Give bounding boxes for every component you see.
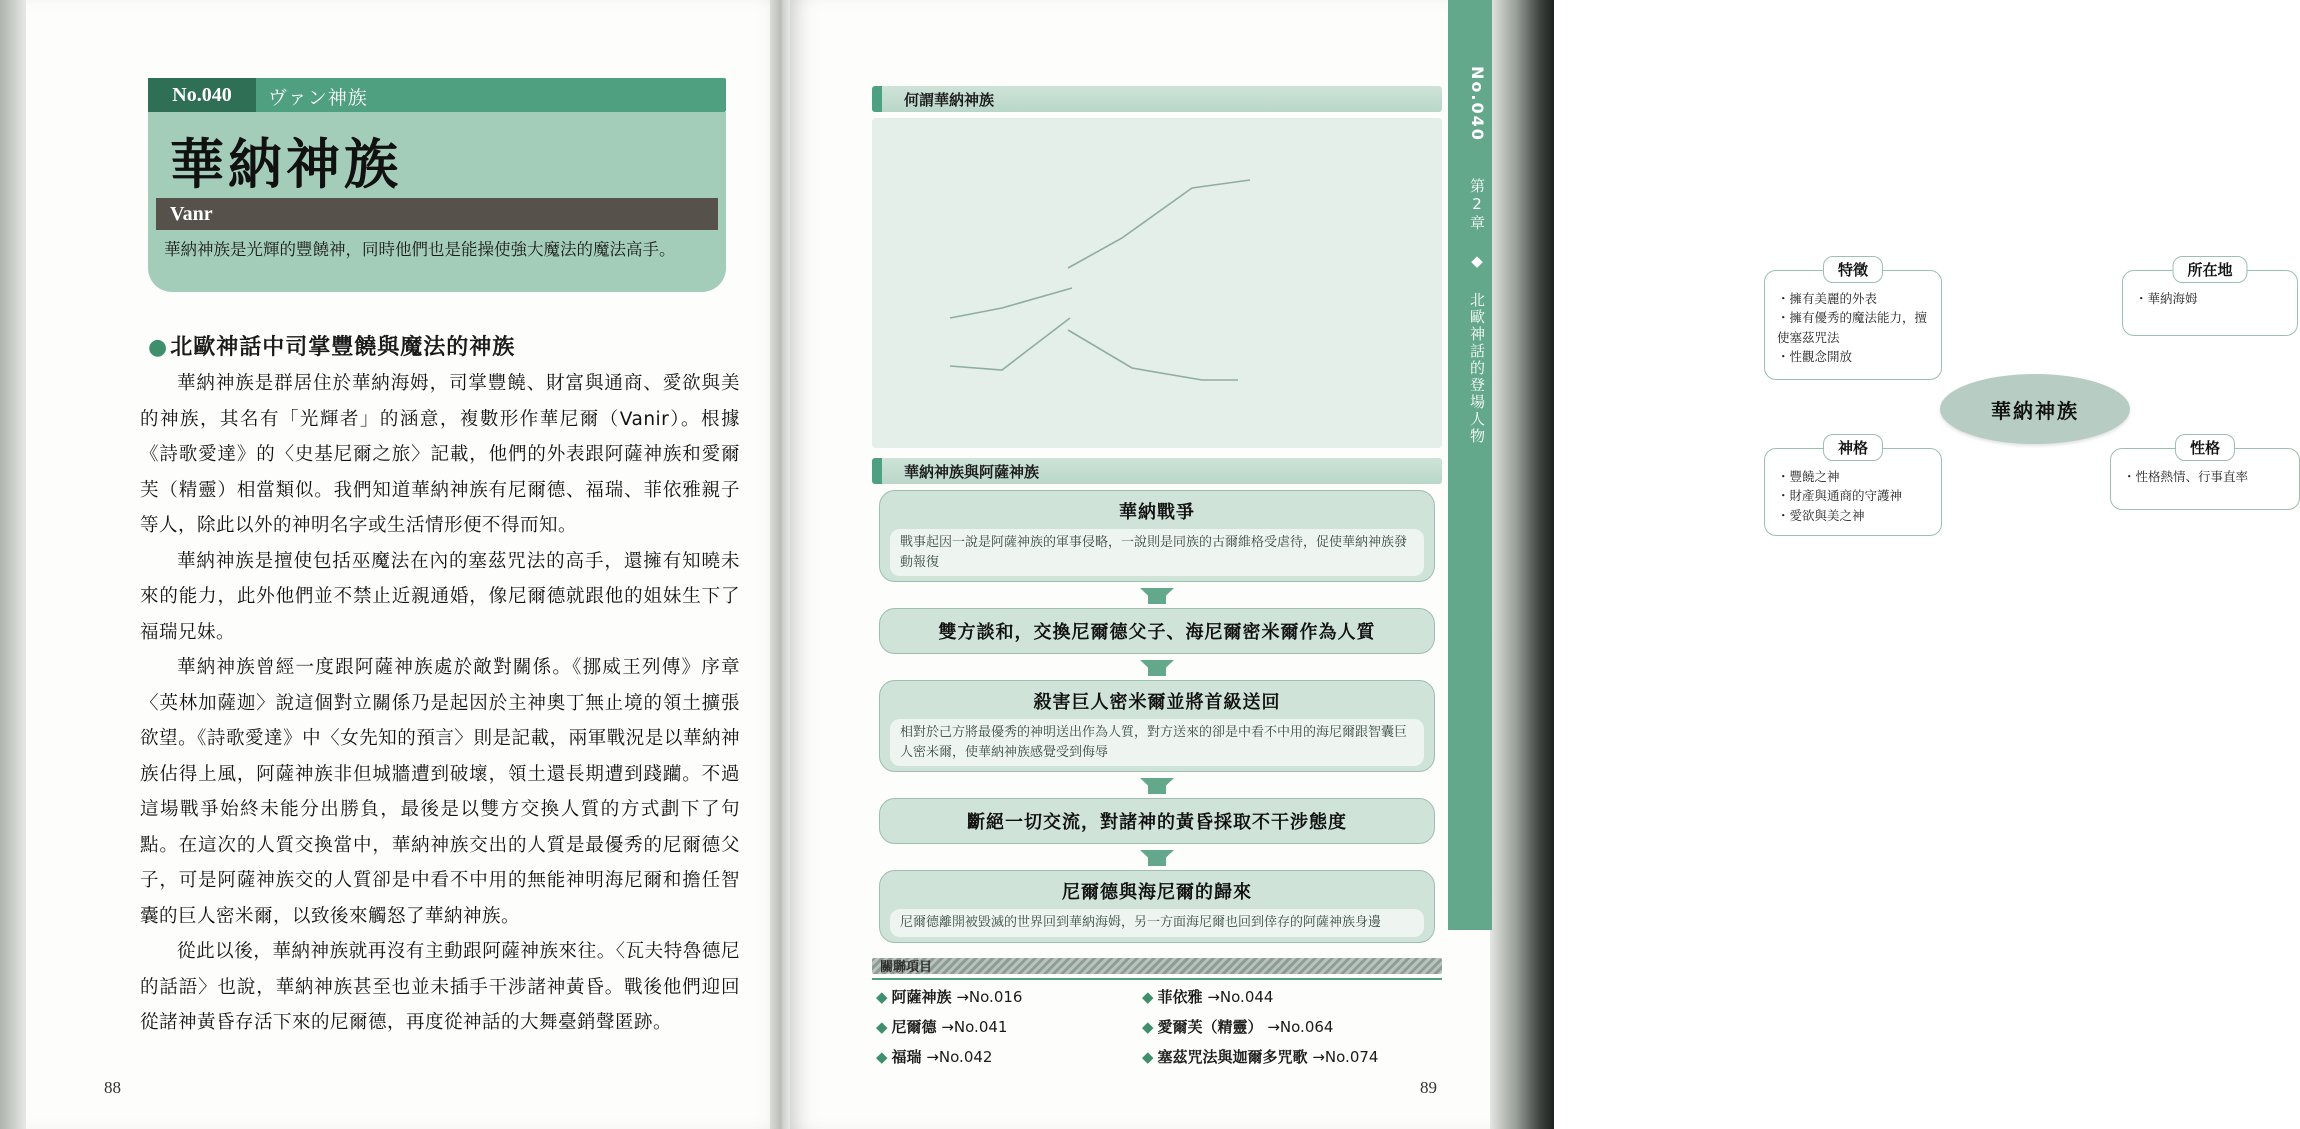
related-header-text: 關聯項目 <box>880 960 933 975</box>
node-label: 神格 <box>1823 434 1883 461</box>
flow-step <box>879 490 1435 582</box>
node-item: ・ 性格熱情、行事直率 <box>2123 467 2293 486</box>
flow-step-title: 華納戰爭 <box>1119 502 1195 523</box>
chapter-side-tab <box>1448 0 1492 930</box>
related-name: 尼爾德 <box>891 1018 937 1036</box>
paragraph: 華納神族是群居住於華納海姆，司掌豐饒、財富與通商、愛欲與美的神族，其名有「光輝者」的涵意，複數形作華尼爾（Vanir）。根據《詩歌愛達》的〈史基尼爾之旅〉記載，他們的外表跟阿薩神族和愛爾芙（精靈）相當類似。我們知道華納神族有尼爾德、福瑞、菲依雅親子等人，除此以外的神明名字或生活情形便不得而知。 <box>140 373 740 537</box>
related-ref: →No.042 <box>926 1048 993 1066</box>
diagram-node-location <box>2122 261 2298 336</box>
side-tab-chapter: 第2章 ◆ 北歐神話的登場人物 <box>1468 177 1486 445</box>
node-item: ・ 擁有優秀的魔法能力，擅使塞茲咒法 <box>1777 308 1935 347</box>
related-item[interactable] <box>876 1046 1142 1067</box>
diagram-node-feature <box>1764 261 1942 380</box>
related-name: 阿薩神族 <box>891 988 952 1006</box>
related-name: 菲依雅 <box>1157 988 1203 1006</box>
paragraph: 從此以後，華納神族就再沒有主動跟阿薩神族來往。〈瓦夫特魯德尼的話語〉也說，華納神族甚至也並未插手干涉諸神黃昏。戰後他們迎回從諸神黃昏存活下來的尼爾德，再度從神話的大舞臺銷聲匿跡。 <box>140 941 740 1034</box>
flow-step <box>879 680 1435 772</box>
related-divider <box>872 978 1442 980</box>
diamond-icon: ◆ <box>876 988 888 1006</box>
diamond-icon: ◆ <box>876 1018 888 1036</box>
right-page-edge <box>1490 0 1554 1129</box>
flow-step-title: 尼爾德與海尼爾的歸來 <box>1062 882 1252 903</box>
related-header-band <box>872 958 1442 974</box>
diamond-icon: ◆ <box>1142 988 1154 1006</box>
entry-number: No.040 <box>148 78 256 112</box>
diagram-header: 何謂華納神族 <box>872 86 1442 112</box>
page-title: 華納神族 <box>170 133 402 196</box>
flow-step-title: 斷絕一切交流，對諸神的黃昏採取不干涉態度 <box>967 812 1347 833</box>
flow-step <box>879 608 1435 654</box>
title-card <box>148 112 726 292</box>
flow-step <box>879 870 1435 943</box>
diagram-node-divinity <box>1764 439 1942 536</box>
related-ref: →No.074 <box>1312 1048 1379 1066</box>
related-item[interactable] <box>876 986 1142 1007</box>
section-heading-text: 北歐神話中司掌豐饒與魔法的神族 <box>170 335 516 360</box>
flow-arrow-icon <box>1140 850 1174 866</box>
node-label: 所在地 <box>2172 256 2247 283</box>
related-name: 福瑞 <box>891 1048 922 1066</box>
related-item[interactable] <box>1142 1046 1432 1067</box>
node-item: ・ 愛欲與美之神 <box>1777 506 1935 525</box>
flow-step-desc: 戰事起因一說是阿薩神族的軍事侵略，一說則是同族的古爾維格受虐待，促使華納神族發動報復 <box>890 529 1424 576</box>
entry-number-band <box>148 78 726 112</box>
side-tab-number: No.040 <box>1468 66 1487 142</box>
diamond-icon: ◆ <box>876 1048 888 1066</box>
body-text <box>140 366 740 1041</box>
flow-header: 華納神族與阿薩神族 <box>872 458 1442 484</box>
related-name: 愛爾芙（精靈） <box>1157 1018 1263 1036</box>
flow-arrow-icon <box>1140 660 1174 676</box>
related-ref: →No.016 <box>956 988 1023 1006</box>
diagram-connectors <box>872 118 1442 448</box>
bullet-icon: ● <box>148 335 169 360</box>
node-item: ・ 性觀念開放 <box>1777 347 1935 366</box>
node-item: ・ 豐饒之神 <box>1777 467 1935 486</box>
related-ref: →No.041 <box>941 1018 1008 1036</box>
related-item[interactable] <box>1142 1016 1432 1037</box>
flow-step-title: 殺害巨人密米爾並將首級送回 <box>1033 692 1281 713</box>
diagram-center-node: 華納神族 <box>1940 374 2130 444</box>
diamond-icon: ◆ <box>1142 1018 1154 1036</box>
page-number-left: 88 <box>104 1078 121 1097</box>
node-item: ・ 華納海姆 <box>2135 289 2291 308</box>
flow-step-desc: 相對於己方將最優秀的神明送出作為人質，對方送來的卻是中看不中用的海尼爾跟智囊巨人密米爾，使華納神族感覺受到侮辱 <box>890 719 1424 766</box>
flow-arrow-icon <box>1140 778 1174 794</box>
node-label: 特徵 <box>1823 256 1883 283</box>
related-ref: →No.064 <box>1267 1018 1334 1036</box>
node-item: ・ 擁有美麗的外表 <box>1777 289 1935 308</box>
flow-step-desc: 尼爾德離開被毀滅的世界回到華納海姆，另一方面海尼爾也回到倖存的阿薩神族身邊 <box>890 909 1424 937</box>
title-romaji: Vanr <box>156 198 718 230</box>
page-number-right: 89 <box>1420 1078 1437 1097</box>
related-item[interactable] <box>876 1016 1142 1037</box>
node-label: 性格 <box>2175 434 2235 461</box>
flow-arrow-icon <box>1140 588 1174 604</box>
lead-text: 華納神族是光輝的豐饒神，同時他們也是能操使強大魔法的魔法高手。 <box>164 240 676 259</box>
node-item: ・ 財產與通商的守護神 <box>1777 486 1935 505</box>
diamond-icon: ◆ <box>1142 1048 1154 1066</box>
flow-step <box>879 798 1435 844</box>
related-column-right <box>1142 986 1432 1076</box>
related-column-left <box>876 986 1142 1076</box>
related-item[interactable] <box>1142 986 1432 1007</box>
related-ref: →No.044 <box>1207 988 1274 1006</box>
diagram-node-personality <box>2110 439 2300 510</box>
paragraph: 華納神族是擅使包括巫魔法在內的塞茲咒法的高手，還擁有知曉未來的能力，此外他們並不禁止近親通婚，像尼爾德就跟他的姐妹生下了福瑞兄妹。 <box>140 550 740 643</box>
related-links <box>876 986 1442 1076</box>
flow-step-title: 雙方談和，交換尼爾德父子、海尼爾密米爾作為人質 <box>938 622 1376 643</box>
left-page-edge <box>0 0 26 1129</box>
paragraph: 華納神族曾經一度跟阿薩神族處於敵對關係。《挪威王列傳》序章〈英林加薩迦〉說這個對立關係乃是起因於主神奧丁無止境的領土擴張欲望。《詩歌愛達》中〈女先知的預言〉則是記載，兩軍戰況是以華納神族佔得上風，阿薩神族非但城牆遭到破壞，領土還長期遭到踐躪。不過這場戰爭始終未能分出勝負，最後是以雙方交換人質的方式劃下了句點。在這次的人質交換當中，華納神族交出的人質是最優秀的尼爾德父子，可是阿薩神族交的人質卻是中看不中用的無能神明海尼爾和擔任智囊的巨人密米爾，以致後來觸怒了華納神族。 <box>140 657 740 927</box>
related-name: 塞茲咒法與迦爾多咒歌 <box>1157 1048 1308 1066</box>
section-heading <box>148 330 728 361</box>
flow-chart <box>872 490 1442 949</box>
entry-kana-title: ヴァン神族 <box>268 87 368 109</box>
